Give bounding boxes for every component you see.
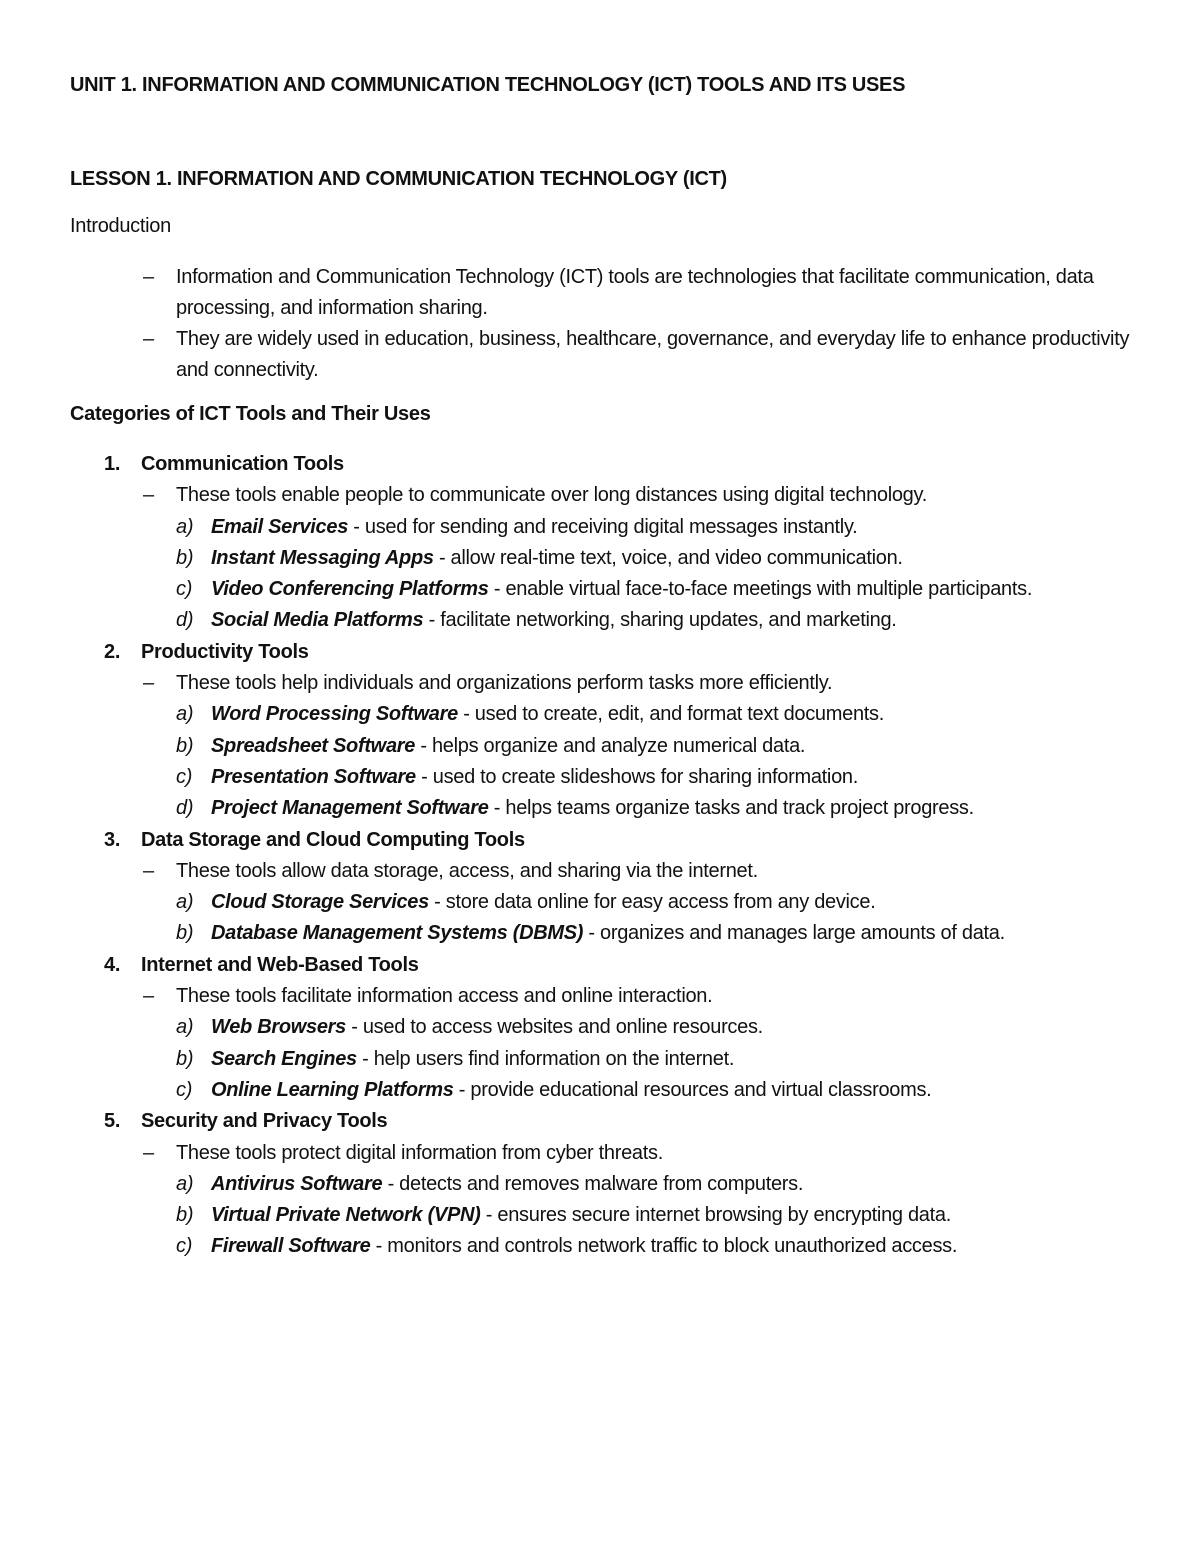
category-description xyxy=(70,981,1140,1012)
tool-item-text: - help users find information on the internet. xyxy=(356,1047,735,1070)
tool-item-text: - enable virtual face-to-face meetings with multiple participants. xyxy=(488,578,1033,601)
tool-item-text: - allow real-time text, voice, and video communication. xyxy=(433,546,903,569)
tool-item-text: - ensures secure internet browsing by encrypting data. xyxy=(480,1204,951,1227)
tool-item-letter: b) xyxy=(176,734,194,757)
category-description-text: These tools protect digital information from cyber threats. xyxy=(176,1141,663,1164)
introduction-point-text: Information and Communication Technology (ICT) tools are technologies that facilitate communication, data processing, and information sharing. xyxy=(176,266,1094,319)
tool-item xyxy=(70,1231,1140,1262)
category-title: Productivity Tools xyxy=(141,640,309,663)
tool-item-term: Video Conferencing Platforms xyxy=(211,578,489,601)
tool-item xyxy=(70,918,1140,949)
category-number: 1. xyxy=(104,453,121,475)
category-description xyxy=(70,668,1140,699)
tool-item xyxy=(70,887,1140,918)
dash-bullet: – xyxy=(143,672,154,695)
tool-item xyxy=(70,762,1140,793)
category-description-text: These tools allow data storage, access, and sharing via the internet. xyxy=(176,859,758,882)
tool-item-term: Online Learning Platforms xyxy=(211,1078,454,1101)
tool-item-text: - used to create slideshows for sharing information. xyxy=(415,765,858,788)
tool-item xyxy=(70,1200,1140,1231)
tool-item-letter: b) xyxy=(176,546,194,569)
categories-list xyxy=(70,449,1140,1263)
tool-item xyxy=(70,574,1140,605)
tool-item-letter: a) xyxy=(176,1172,194,1195)
introduction-list xyxy=(70,262,1140,386)
tool-item-letter: c) xyxy=(176,765,193,788)
category-item xyxy=(70,1106,1140,1262)
category-description xyxy=(70,1138,1140,1169)
dash-bullet: – xyxy=(143,266,154,288)
introduction-label: Introduction xyxy=(70,215,171,237)
tool-item-letter: d) xyxy=(176,609,194,632)
tool-item xyxy=(70,731,1140,762)
category-title: Security and Privacy Tools xyxy=(141,1110,388,1133)
tool-item xyxy=(70,605,1140,636)
tool-item xyxy=(70,793,1140,824)
dash-bullet: – xyxy=(143,1141,154,1164)
category-number: 5. xyxy=(104,1110,121,1133)
tool-item-letter: b) xyxy=(176,1047,194,1070)
tool-item-term: Search Engines xyxy=(211,1047,357,1070)
category-number: 3. xyxy=(104,828,121,851)
tool-item xyxy=(70,1044,1140,1075)
tool-item-letter: a) xyxy=(176,1016,194,1039)
category-description-text: These tools enable people to communicate over long distances using digital technology. xyxy=(176,484,927,507)
category-heading xyxy=(70,950,1140,981)
tool-item-text: - helps organize and analyze numerical data. xyxy=(415,734,806,757)
tool-item xyxy=(70,1169,1140,1200)
category-item xyxy=(70,825,1140,950)
tool-item-term: Instant Messaging Apps xyxy=(211,546,434,569)
category-description-text: These tools facilitate information access and online interaction. xyxy=(176,985,713,1008)
category-title: Communication Tools xyxy=(141,453,344,475)
tool-item-text: - used for sending and receiving digital messages instantly. xyxy=(348,515,858,538)
category-number: 2. xyxy=(104,640,121,663)
lesson-title: LESSON 1. INFORMATION AND COMMUNICATION TECHNOLOGY (ICT) xyxy=(70,168,727,190)
tool-item xyxy=(70,1012,1140,1043)
category-heading xyxy=(70,637,1140,668)
tool-item-text: - helps teams organize tasks and track project progress. xyxy=(488,797,974,820)
tool-item-text: - used to access websites and online resources. xyxy=(345,1016,763,1039)
tool-item-term: Email Services xyxy=(211,515,349,538)
tool-item-letter: d) xyxy=(176,797,194,820)
tool-item xyxy=(70,699,1140,730)
category-heading xyxy=(70,1106,1140,1137)
tool-item-letter: a) xyxy=(176,515,194,538)
category-item xyxy=(70,637,1140,825)
unit-title: UNIT 1. INFORMATION AND COMMUNICATION TECHNOLOGY (ICT) TOOLS AND ITS USES xyxy=(70,74,906,96)
tool-item xyxy=(70,1075,1140,1106)
dash-bullet: – xyxy=(143,859,154,882)
category-item xyxy=(70,449,1140,637)
introduction-point xyxy=(70,324,1140,386)
dash-bullet: – xyxy=(143,985,154,1008)
category-number: 4. xyxy=(104,953,121,976)
dash-bullet: – xyxy=(143,328,154,350)
introduction-point xyxy=(70,262,1140,324)
category-description xyxy=(70,856,1140,887)
tool-item-letter: c) xyxy=(176,1078,193,1101)
category-item xyxy=(70,950,1140,1106)
tool-item-text: - used to create, edit, and format text documents. xyxy=(457,703,884,726)
tool-item-term: Virtual Private Network (VPN) xyxy=(211,1204,481,1227)
tool-item-text: - monitors and controls network traffic to block unauthorized access. xyxy=(370,1235,958,1258)
tool-item-term: Presentation Software xyxy=(211,765,416,788)
introduction-point-text: They are widely used in education, business, healthcare, governance, and everyday life to enhance productivity and connectivity. xyxy=(176,328,1130,381)
tool-item-term: Database Management Systems (DBMS) xyxy=(211,922,584,945)
tool-item-letter: b) xyxy=(176,922,194,945)
dash-bullet: – xyxy=(143,484,154,507)
category-title: Data Storage and Cloud Computing Tools xyxy=(141,828,525,851)
category-title: Internet and Web-Based Tools xyxy=(141,953,419,976)
category-heading xyxy=(70,825,1140,856)
tool-item-text: - organizes and manages large amounts of data. xyxy=(583,922,1005,945)
category-description-text: These tools help individuals and organizations perform tasks more efficiently. xyxy=(176,672,833,695)
tool-item-text: - detects and removes malware from computers. xyxy=(382,1172,804,1195)
tool-item-text: - facilitate networking, sharing updates, and marketing. xyxy=(423,609,897,632)
tool-item-text: - store data online for easy access from any device. xyxy=(428,891,876,914)
tool-item-term: Project Management Software xyxy=(211,797,489,820)
category-description xyxy=(70,480,1140,511)
tool-item-letter: c) xyxy=(176,1235,193,1258)
tool-item-letter: b) xyxy=(176,1204,194,1227)
tool-item-letter: a) xyxy=(176,703,194,726)
tool-item-term: Web Browsers xyxy=(211,1016,346,1039)
categories-heading: Categories of ICT Tools and Their Uses xyxy=(70,403,431,425)
tool-item-term: Word Processing Software xyxy=(211,703,458,726)
category-heading xyxy=(70,449,1140,480)
tool-item xyxy=(70,512,1140,543)
tool-item-letter: a) xyxy=(176,891,194,914)
tool-item-term: Cloud Storage Services xyxy=(211,891,429,914)
tool-item-letter: c) xyxy=(176,578,193,601)
tool-item-term: Social Media Platforms xyxy=(211,609,424,632)
tool-item-term: Firewall Software xyxy=(211,1235,371,1258)
tool-item xyxy=(70,543,1140,574)
tool-item-term: Spreadsheet Software xyxy=(211,734,416,757)
tool-item-text: - provide educational resources and virtual classrooms. xyxy=(453,1078,932,1101)
tool-item-term: Antivirus Software xyxy=(211,1172,383,1195)
